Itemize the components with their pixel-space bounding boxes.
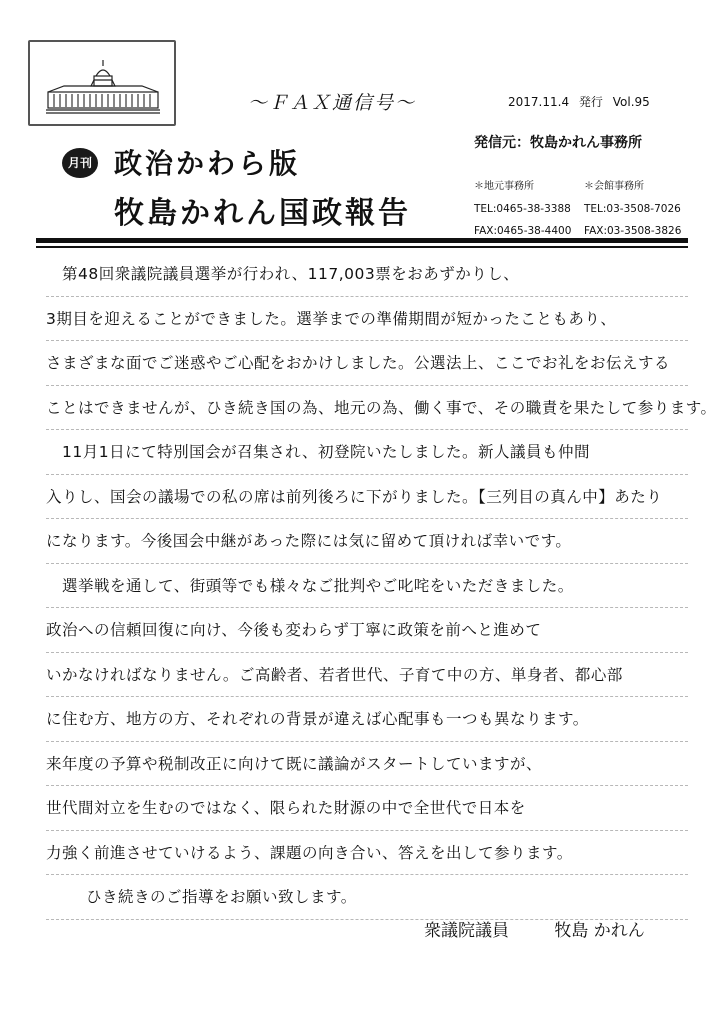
issue-info (508, 93, 656, 110)
signature-name: 牧島 かれん (554, 921, 645, 941)
hall-office-fax: FAX:03-3508-3826 (584, 225, 682, 237)
local-office-name: ＊地元事務所 (474, 181, 534, 192)
letter-line: 3期目を迎えることができました。選挙までの準備期間が短かったこともあり、 (46, 297, 688, 342)
letter-body (46, 252, 717, 920)
closing-line: ひき続きのご指導をお願い致します。 (46, 875, 688, 920)
issue-date: 2017.11.4 (508, 95, 570, 109)
letter-line: ことはできませんが、ひき続き国の為、地元の為、働く事で、その職責を果たして参ります。 (46, 386, 688, 431)
issued-label: 発行 (578, 95, 603, 109)
fax-newsletter-title: ～ＦＡＸ通信号～ (248, 92, 417, 114)
diet-building-icon (44, 54, 162, 116)
letter-line: 11月1日にて特別国会が召集され、初登院いたしました。新人議員も仲間 (46, 430, 688, 475)
letter-line: 力強く前進させていけるよう、課題の向き合い、答えを出して参ります。 (46, 831, 688, 876)
letter-line: 第48回衆議院議員選挙が行われ、117,003票をおあずかりし、 (46, 252, 688, 297)
diet-building-logo (28, 40, 176, 126)
newsletter-subtitle: 牧島かれん国政報告 (114, 196, 411, 231)
local-office-fax: FAX:0465-38-4400 (474, 225, 572, 237)
letter-line: 入りし、国会の議場での私の席は前列後ろに下がりました。【三列目の真ん中】あたり (46, 475, 688, 520)
letter-line: いかなければなりません。ご高齢者、若者世代、子育て中の方、単身者、都心部 (46, 653, 688, 698)
local-office-tel: TEL:0465-38-3388 (474, 203, 571, 215)
letter-line: 選挙戦を通して、街頭等でも様々なご批判やご叱咤をいただきました。 (46, 564, 688, 609)
letter-line: 政治への信頼回復に向け、今後も変わらず丁寧に政策を前へと進めて (46, 608, 688, 653)
newsletter-title: 政治かわら版 (114, 147, 301, 180)
hall-office-name: ＊会館事務所 (584, 181, 644, 192)
letter-line: 来年度の予算や税制改正に向けて既に議論がスタートしていますが、 (46, 742, 688, 787)
letter-line: さまざまな面でご迷惑やご心配をおかけしました。公選法上、ここでお礼をお伝えする (46, 341, 688, 386)
hall-office-contact (584, 176, 681, 242)
sender: 発信元：牧島かれん事務所 (474, 135, 642, 151)
signature (424, 916, 645, 941)
local-office-contact (474, 176, 571, 242)
monthly-badge: 月刊 (62, 148, 98, 178)
letter-line: に住む方、地方の方、それぞれの背景が違えば心配事も一つも異なります。 (46, 697, 688, 742)
hall-office-tel: TEL:03-3508-7026 (584, 203, 681, 215)
issue-volume: Vol.95 (612, 95, 650, 109)
header-divider (36, 238, 688, 243)
letter-line: になります。今後国会中継があった際には気に留めて頂ければ幸いです。 (46, 519, 688, 564)
letter-line: 世代間対立を生むのではなく、限られた財源の中で全世代で日本を (46, 786, 688, 831)
signature-title: 衆議院議員 (424, 921, 509, 941)
header-divider-thin (36, 246, 688, 248)
